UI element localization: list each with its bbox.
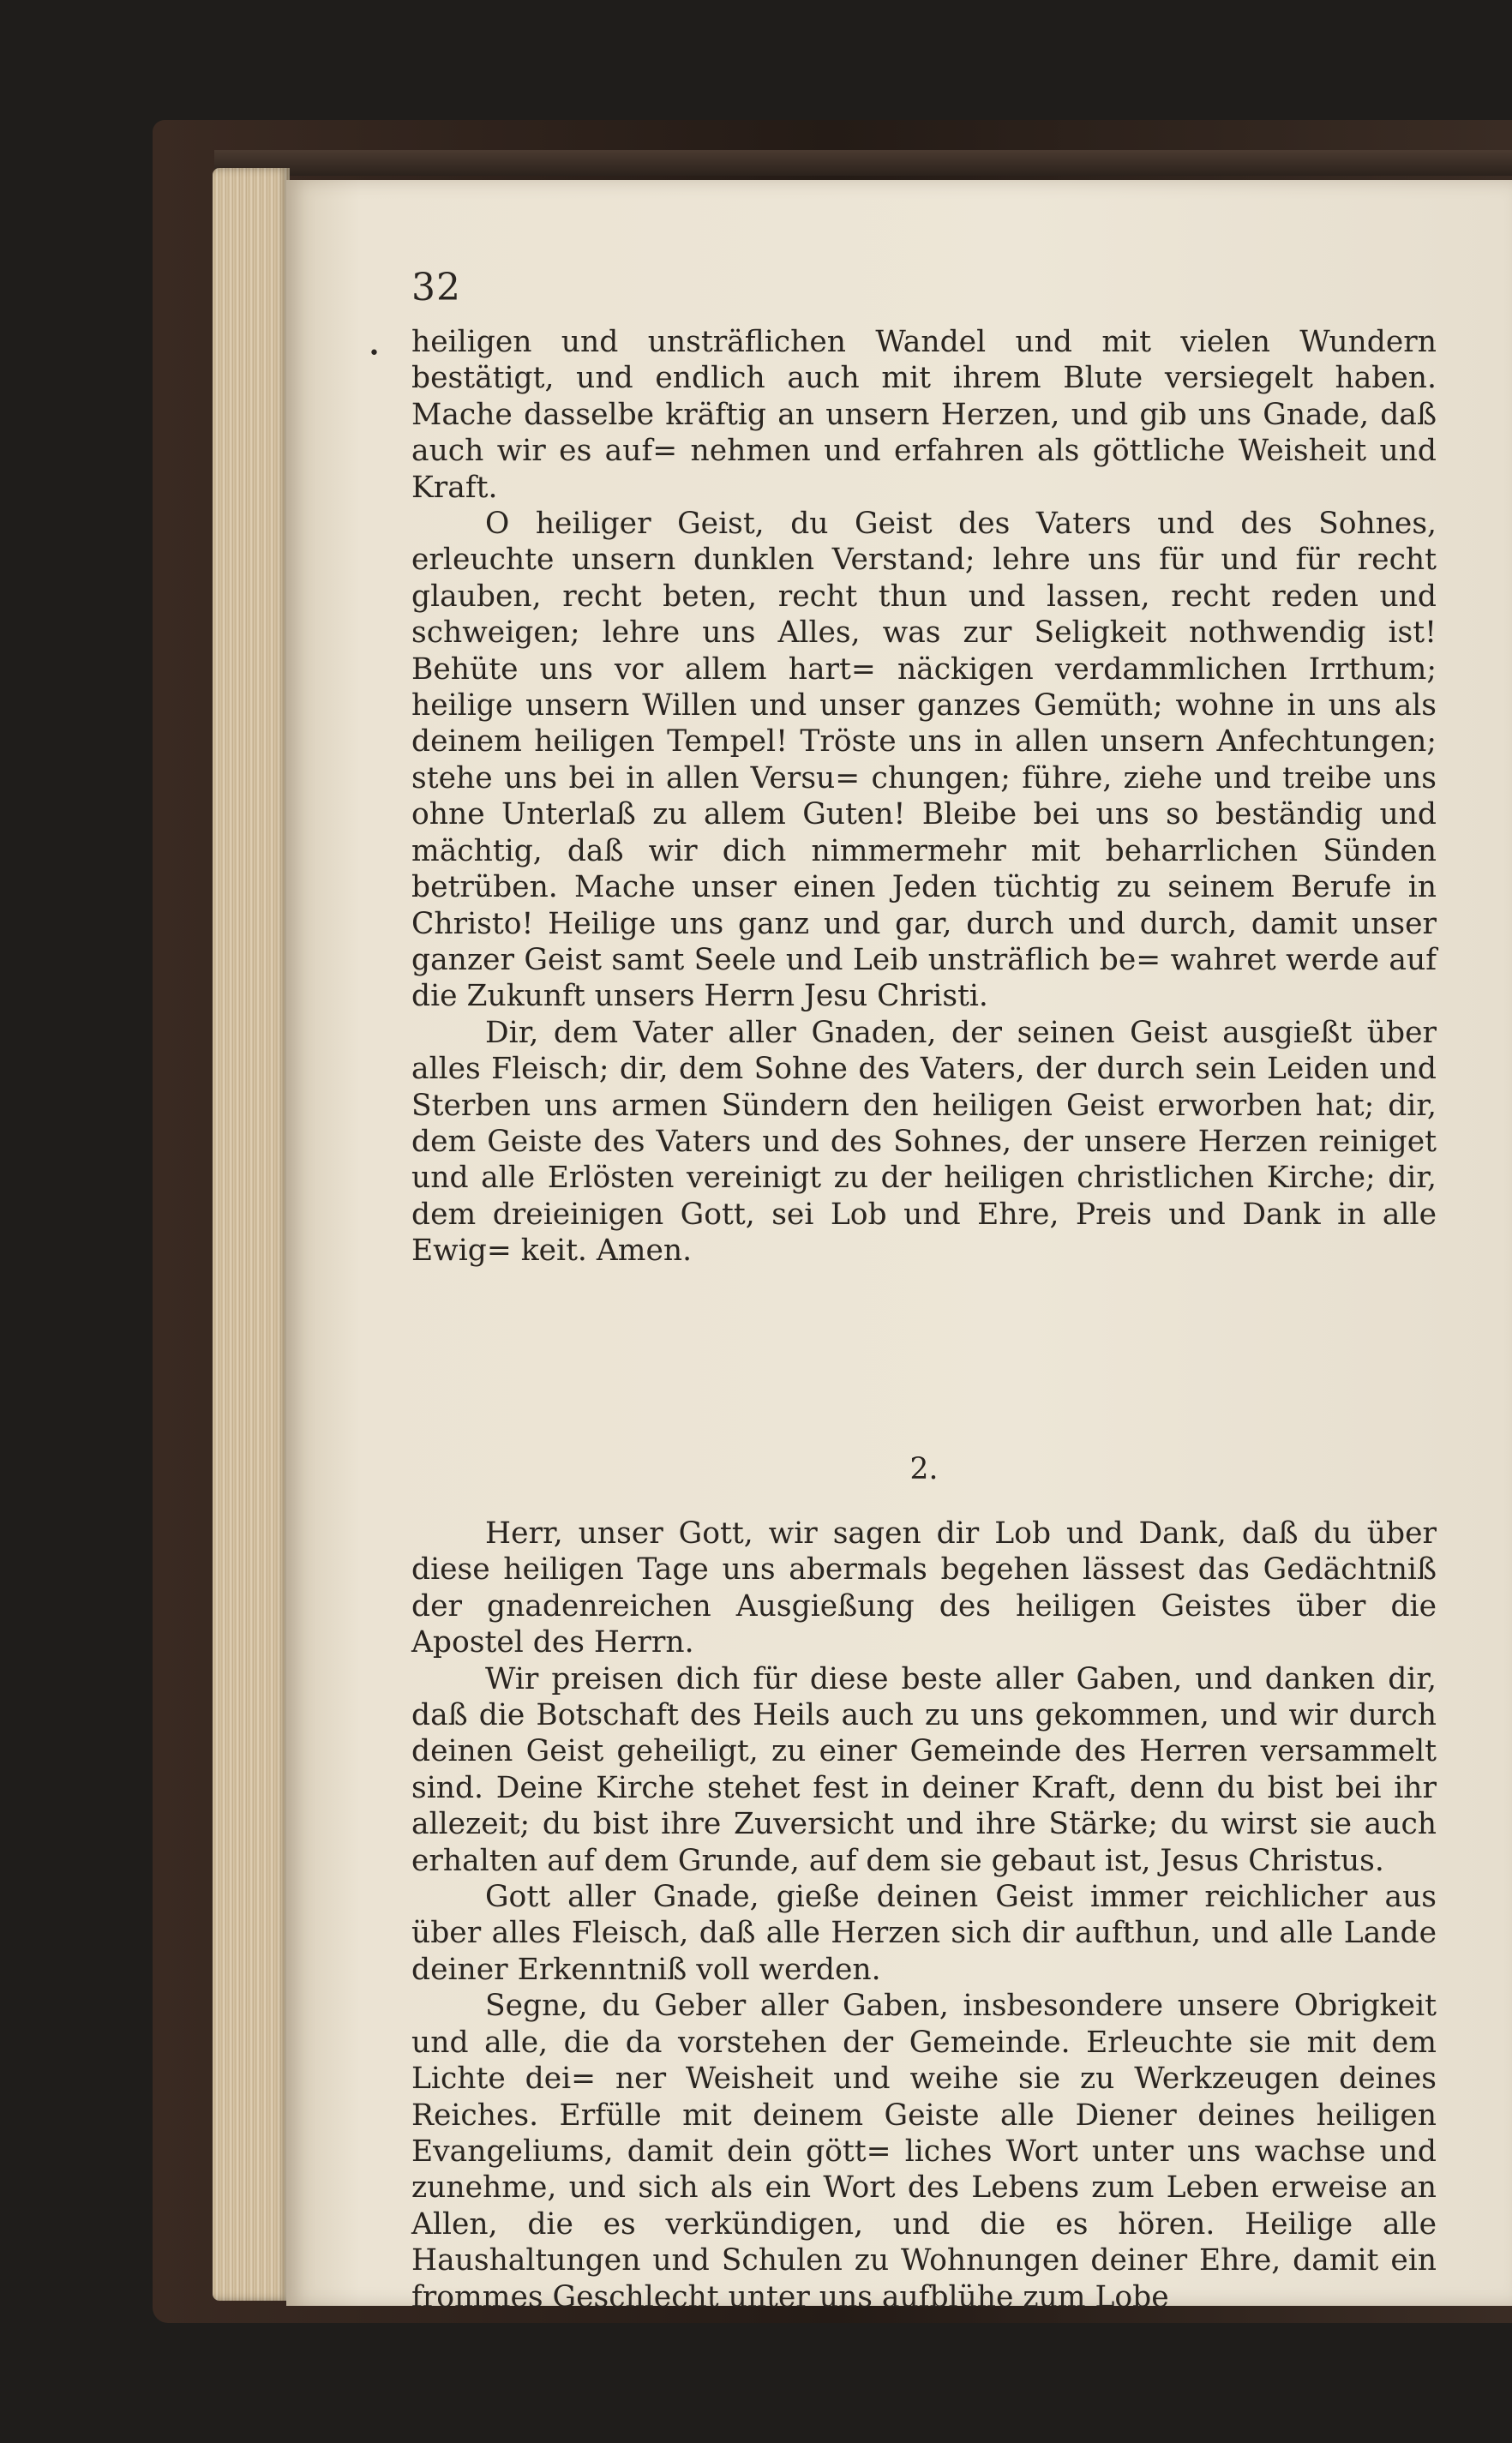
page-edges — [213, 168, 290, 2301]
paragraph: Gott aller Gnade, gieße deinen Geist immer reichlicher aus über alles Fleisch, daß alle Herzen sich dir aufthun, und alle Lande deiner Erkenntniß voll werden. — [411, 1880, 1437, 1987]
paragraph: Herr, unser Gott, wir sagen dir Lob und Dank, daß du über diese heiligen Tage uns abermals begehen lässest das Gedächtniß der gnadenreichen Ausgießung des heiligen Geistes über die Apostel des Herrn. — [411, 1516, 1437, 1660]
section-number: 2. — [909, 1452, 939, 1486]
cover-top-edge — [214, 150, 1512, 176]
paragraph: Segne, du Geber aller Gaben, insbesondere unsere Obrigkeit und alle, die da vorstehen der Gemeinde. Erleuchte sie mit dem Lichte dei= ner Weisheit und weihe sie zu Werkzeugen deines Reiches. Erfülle mit deinem Geiste alle Diener deines heiligen Evangeliums, damit dein gött= liches Wort unter uns wachse und zunehme, und sich als ein Wort des Lebens zum Leben erweise an Allen, die es verkündigen, und die es hören. Heilige alle Haushaltungen und Schulen zu Wohnungen deiner Ehre, damit ein frommes Geschlecht unter uns aufblühe zum Lobe — [411, 1989, 1437, 2314]
paragraph: Wir preisen dich für diese beste aller Gaben, und danken dir, daß die Botschaft des Heils auch zu uns gekommen, und wir durch deinen Geist geheiligt, zu einer Gemeinde des Herren versammelt sind. Deine Kirche stehet fest in deiner Kraft, denn du bist bei ihr allezeit; du bist ihre Zuversicht und ihre Stärke; du wirst sie auch erhalten auf dem Grunde, auf dem sie gebaut ist, Jesus Christus. — [411, 1661, 1437, 1878]
margin-mark: • — [369, 343, 380, 364]
page-number: 32 — [411, 266, 461, 309]
paragraph: Dir, dem Vater aller Gnaden, der seinen Geist ausgießt über alles Fleisch; dir, dem Sohne des Vaters, der durch sein Leiden und Sterben uns armen Sündern den heiligen Geist erworben hat; dir, dem Geiste des Vaters und des Sohnes, der unsere Herzen reiniget und alle Erlösten vereinigt zu der heiligen christlichen Kirche; dir, dem dreieinigen Gott, sei Lob und Ehre, Preis und Dank in alle Ewig= keit. Amen. — [411, 1015, 1437, 1269]
paragraph: O heiliger Geist, du Geist des Vaters und des Sohnes, erleuchte unsern dunklen Verstand; lehre uns für und für recht glauben, recht beten, recht thun und lassen, recht reden und schweigen; lehre uns Alles, was zur Seligkeit nothwendig ist! Behüte uns vor allem hart= näckigen verdammlichen Irrthum; heilige unsern Willen und unser ganzes Gemüth; wohne in uns als deinem heiligen Tempel! Tröste uns in allen unsern Anfechtungen; stehe uns bei in allen Versu= chungen; führe, ziehe und treibe uns ohne Unterlaß zu allem Guten! Bleibe bei uns so beständig und mächtig, daß wir dich nimmermehr mit beharrlichen Sünden betrüben. Mache unser einen Jeden tüchtig zu seinem Berufe in Christo! Heilige uns ganz und gar, durch und durch, damit unser ganzer Geist samt Seele und Leib unsträflich be= wahret werde auf die Zukunft unsers Herrn Jesu Christi. — [411, 507, 1437, 1014]
prayer-2 — [411, 1516, 1437, 2315]
prayer-1 — [411, 324, 1437, 1270]
book-page — [286, 180, 1512, 2314]
paragraph: heiligen und unsträflichen Wandel und mit vielen Wundern bestätigt, und endlich auch mit ihrem Blute versiegelt haben. Mache dasselbe kräftig an unsern Herzen, und gib uns Gnade, daß auch wir es auf= nehmen und erfahren als göttliche Weisheit und Kraft. — [411, 325, 1437, 505]
